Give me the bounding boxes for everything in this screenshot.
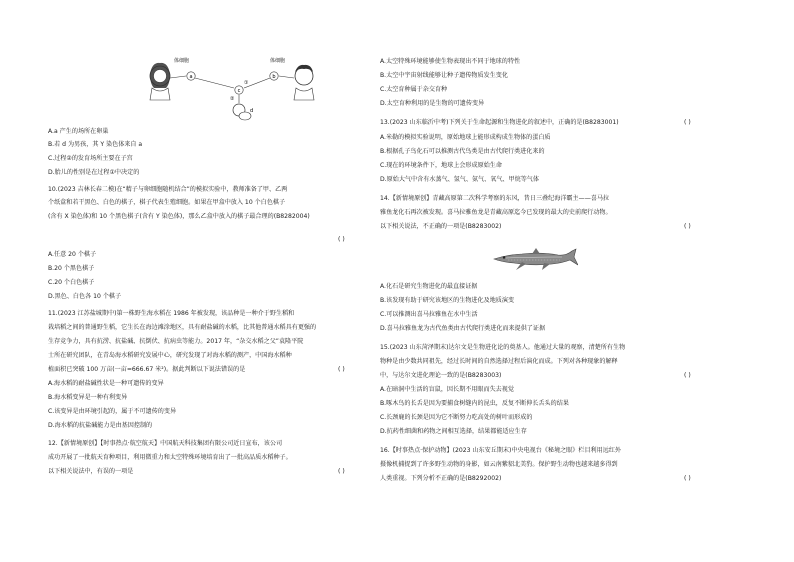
q14-stem-line-2: 雅鱼龙化石再次被发现。喜马拉雅鱼龙是青藏高原迄今已发现的最大的史前爬行动物。	[380, 209, 612, 216]
mother-figure	[150, 63, 170, 100]
q13-option-a: A.米勒的模拟实验说明，原始地球上能形成构成生物体的蛋白质	[380, 134, 551, 141]
q11-stem-line-2: 栽培稻之间的普通野生稻，它生长在海边滩涂地区，具有耐盐碱的水稻，比其他普通水稻具有更强的	[48, 324, 317, 331]
q11-stem-line-1: 11.(2023 江苏盐城期中)第一株野生海水稻在 1986 年被发现，该品种是一种介于野生稻和	[48, 310, 295, 317]
q15-answer-bracket: ( )	[684, 372, 691, 379]
q12-option-c: C.太空育种属于杂交育种	[380, 86, 448, 93]
q15-stem-line-1: 15.(2023 山东菏泽期末)达尔文是生物进化论的奠基人。他通过大量的观察，清楚所有生物	[380, 344, 626, 351]
ichthyosaur-fossil-image	[492, 243, 578, 273]
q10-stem-line-2: 个纸盒和若干黑色、白色的棋子，棋子代表生殖细胞。如果在甲盒中放入 10 个白色棋子	[48, 199, 286, 206]
mother-cell-label: 体细胞	[174, 58, 190, 64]
q14-option-d: D.喜马拉雅鱼龙为古代鱼类由古代爬行类进化而来提供了证据	[380, 325, 546, 332]
q16-stem-line-1: 16.【时事热点·保护动物】(2023 山东安丘期末)中央电视台《秘境之眼》栏目利用远红外	[380, 447, 622, 454]
q11-stem-line-3: 生存竞争力，具有抗涝、抗盐碱、抗倒伏、抗病虫等能力。2017 年，“杂交水稻之父”袁隆平院	[48, 338, 304, 345]
q16-answer-bracket: ( )	[684, 475, 691, 482]
q14-stem-line-3: 以下相关说法，不正确的一项是(B8283002)	[380, 223, 502, 230]
q16-stem-line-3: 人类重视。下列分析不正确的是(B8292002)	[380, 475, 502, 482]
q12-answer-bracket: ( )	[338, 468, 345, 475]
q9-option-d: D.胎儿的性别是在过程①中决定的	[48, 169, 140, 176]
q11-option-b: B.海水稻变异是一种有利变异	[48, 394, 128, 401]
q10-answer-bracket: ( )	[338, 236, 345, 243]
q15-option-d: D.抗药性细菌和药物之间相互选择，结果都能适应生存	[380, 428, 527, 435]
node-a-label: a	[189, 74, 193, 80]
q9-option-a: A.a 产生的场所在卵巢	[48, 128, 109, 135]
q15-option-b: B.啄木鸟的长舌是因为要捕食树缝内的昆虫，反复不断伸长舌头的结果	[380, 400, 569, 407]
q13-option-c: C.现在的环境条件下，地球上会形成原始生命	[380, 162, 502, 169]
q12-stem-line-3: 以下相关说法中，有误的一项是	[48, 468, 134, 475]
q12-stem-line-1: 12.【新情境原创】【时事热点·航空航天】中国航天科技集团有限公司近日宣布，该公司	[48, 440, 283, 447]
q11-stem-line-5: 植面积已突破 100 万亩(一亩=666.67 米²)。据此判断以下说法错误的是	[48, 366, 246, 373]
q11-option-c: C.该变异是由环境引起的，属于不可遗传的变异	[48, 408, 177, 415]
q14-stem-line-1: 14.【新情境原创】青藏高原第二次科学考察的东风，昔日三叠纪海洋霸主——喜马拉	[380, 195, 610, 202]
q12-option-a: A.太空特殊环境能够使生物表现出不同于地球的特性	[380, 58, 521, 65]
q10-stem-line-3: (含有 X 染色体)和 10 个黑色棋子(含有 Y 染色体)，那么乙盒中放入的棋子最合理的(B8282004)	[48, 213, 310, 220]
q11-option-d: D.海水稻的抗盐碱能力是由基因控制的	[48, 422, 153, 429]
q10-option-b: B.20 个黑色棋子	[48, 265, 95, 272]
q14-option-c: C.可以推测出喜马拉雅鱼在水中生活	[380, 311, 478, 318]
q13-option-d: D.原始大气中含有水蒸气、氢气、氨气、氧气、甲烷等气体	[380, 176, 539, 183]
father-figure	[294, 65, 314, 100]
q10-option-a: A.任意 20 个棋子	[48, 251, 97, 258]
q12-option-d: D.太空育种利用的是生物的可遗传变异	[380, 100, 485, 107]
q12-option-b: B.太空中宇宙射线能够让种子遗传物质发生变化	[380, 72, 508, 79]
q13-answer-bracket: ( )	[684, 119, 691, 126]
q12-stem-line-2: 成功开展了一批航天育种项目，利用微重力和太空特殊环境培育出了一批高品质水稻种子。	[48, 454, 292, 461]
q10-option-d: D.黑色、白色各 10 个棋子	[48, 293, 122, 300]
q11-option-a: A.海水稻的耐盐碱性状是一种可遗传的变异	[48, 380, 164, 387]
q10-option-c: C.20 个白色棋子	[48, 279, 95, 286]
q13-option-b: B.根据孔子鸟化石可以推测古代鸟类是由古代爬行类进化来的	[380, 148, 545, 155]
node-d-label: d	[250, 108, 254, 114]
q15-option-c: C.长颈鹿的长颈是因为它不断努力吃高处的树叶而形成的	[380, 414, 533, 421]
q9-option-c: C.过程②的发育场所主要在子宫	[48, 155, 133, 162]
q15-stem-line-2: 物种是由少数共同祖先，经过长时间的自然选择过程后演化而成。下列对各种现象的解释	[380, 358, 618, 365]
q14-option-b: B.该发现有助于研究该地区的生物进化及地质演变	[380, 297, 515, 304]
q9-option-b: B.若 d 为男孩，其 Y 染色体来自 a	[48, 141, 143, 148]
step-1-label: ①	[244, 80, 249, 86]
q16-stem-line-2: 摄像机捕捉到了许多野生动物的身影，如云南紫貂北美豹。保护野生动物也越来越多得到	[380, 461, 618, 468]
q11-answer-bracket: ( )	[338, 366, 345, 373]
baby-figure	[233, 104, 254, 120]
q15-option-a: A.在暗洞中生活的盲鼠，因长期不用眼而失去视觉	[380, 386, 514, 393]
node-c-label: c	[237, 88, 241, 94]
node-b-label: b	[272, 74, 276, 80]
q14-option-a: A.化石是研究生物进化的最直接证据	[380, 283, 478, 290]
step-2-label: ②	[230, 96, 235, 102]
q14-answer-bracket: ( )	[684, 223, 691, 230]
fertilization-diagram	[146, 54, 331, 124]
father-cell-label: 体细胞	[270, 58, 286, 64]
q11-stem-line-4: 士所在研究团队，在青岛海水稻研究发展中心，研究发现了对海水稻的测产，中国海水稻种	[48, 352, 292, 359]
q10-stem-line-1: 10.(2023 吉林长春二模)在“精子与卵细胞随机结合”的模拟实验中，教师准备了甲、乙两	[48, 186, 288, 193]
q13-stem: 13.(2023 山东临沂中考)下列关于生命起源和生物进化的叙述中，正确的是(B8283001)	[380, 119, 619, 126]
q15-stem-line-3: 中，与达尔文进化理论一致的是(B8283003)	[380, 372, 502, 379]
